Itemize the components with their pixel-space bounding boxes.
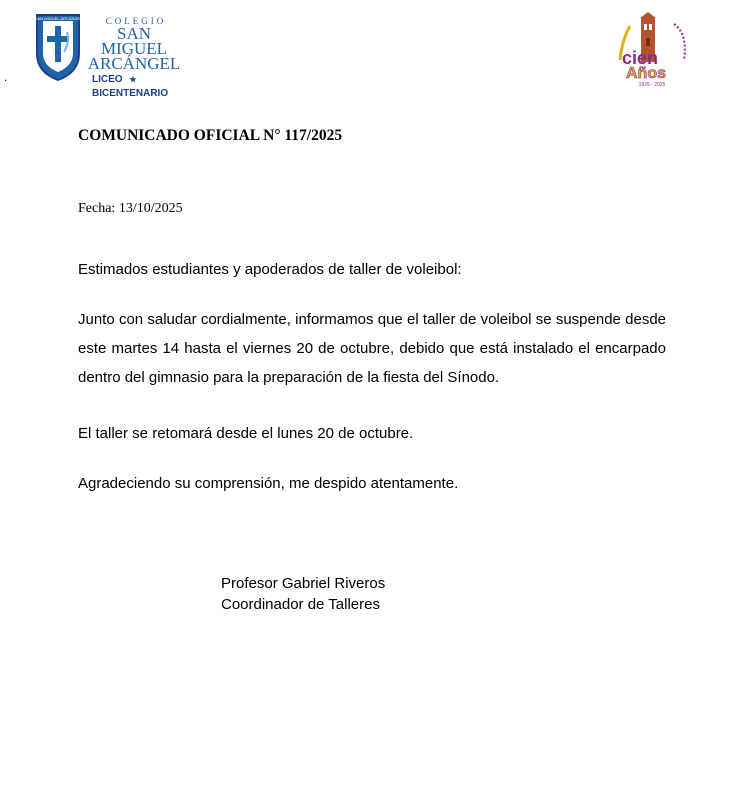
school-liceo-line2: BICENTENARIO	[92, 88, 169, 99]
letter-paragraph-3: Agradeciendo su comprensión, me despido atentamente.	[78, 475, 459, 492]
centenary-word2: Años	[626, 65, 666, 82]
signature-role: Coordinador de Talleres	[221, 596, 380, 613]
signature-block	[221, 573, 385, 615]
tower-roof-icon	[640, 12, 656, 18]
star-icon: ★	[129, 75, 137, 84]
school-shield-icon	[15, 12, 101, 82]
letter-greeting: Estimados estudiantes y apoderados de taller de voleibol:	[78, 261, 462, 278]
school-name-line1: SAN MIGUEL	[100, 24, 168, 58]
centenary-logo	[612, 10, 698, 90]
centenary-years: 1925 - 2025	[638, 82, 666, 88]
stray-dot: .	[4, 70, 8, 84]
school-liceo-line1: LICEO ★	[92, 74, 137, 85]
letter-date: Fecha: 13/10/2025	[78, 201, 183, 216]
school-name-line2: ARCÁNGEL	[87, 54, 181, 73]
centenary-word1: cien	[622, 48, 659, 68]
signature-name: Profesor Gabriel Riveros	[221, 575, 386, 592]
shield-ring-text: COLEGIO SAN MIGUEL ARCÁNGEL LINARES	[15, 16, 101, 21]
letter-title: COMUNICADO OFICIAL N° 117/2025	[78, 127, 343, 144]
school-colegio-label: COLEGIO	[105, 16, 167, 26]
letter-paragraph-1: Junto con saludar cordialmente, informamos que el taller de voleibol se suspende desde este martes 14 hasta el viernes 20 de octubre, debido que está instalado el encarpado dentro del gimnasio para la preparación de la fiesta del Sínodo.	[78, 311, 666, 386]
school-logo	[15, 12, 194, 99]
school-name-block	[84, 16, 186, 99]
letter-paragraph-2: El taller se retomará desde el lunes 20 de octubre.	[78, 425, 414, 442]
